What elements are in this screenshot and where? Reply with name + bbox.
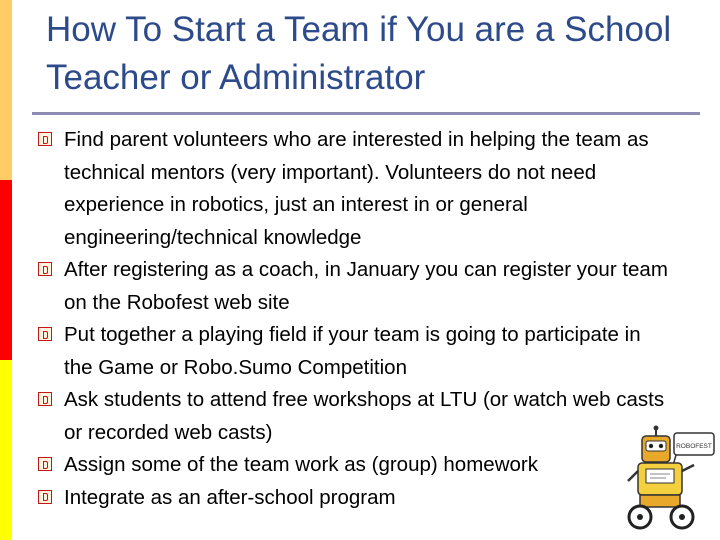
bullet-item: [38, 384, 668, 449]
bullet-text: Find parent volunteers who are interested in helping the team as technical mentors (very important). Volunteers do not need experience in robotics, just an interest in or general engineering/technical knowledge: [64, 128, 649, 249]
bullet-text: Ask students to attend free workshops at LTU (or watch web casts or recorded web casts): [64, 388, 665, 444]
square-bullet-icon: [38, 327, 52, 341]
bullet-list: [38, 124, 668, 514]
robot-sign-text: ROBOFEST: [676, 443, 712, 450]
accent-bar-top: [0, 0, 12, 180]
square-bullet-icon: [38, 490, 52, 504]
bullet-item: [38, 449, 624, 482]
bullet-item: [38, 319, 668, 384]
bullet-item: [38, 254, 668, 319]
robot-mascot-icon: [620, 425, 720, 535]
slide-title: How To Start a Team if You are a School Teacher or Administrator: [46, 10, 672, 97]
accent-bar-bottom: [0, 360, 12, 540]
accent-bar-middle: [0, 180, 12, 360]
bullet-text: Assign some of the team work as (group) homework: [64, 453, 538, 476]
title-divider: [32, 112, 700, 115]
bullet-item: [38, 482, 668, 515]
bullet-text: After registering as a coach, in January you can register your team on the Robofest web site: [64, 258, 668, 314]
square-bullet-icon: [38, 457, 52, 471]
bullet-item: [38, 124, 668, 254]
bullet-text: Put together a playing field if your team is going to participate in the Game or Robo.Sumo Competition: [64, 323, 641, 379]
square-bullet-icon: [38, 132, 52, 146]
square-bullet-icon: [38, 392, 52, 406]
square-bullet-icon: [38, 262, 52, 276]
bullet-text: Integrate as an after-school program: [64, 485, 396, 509]
